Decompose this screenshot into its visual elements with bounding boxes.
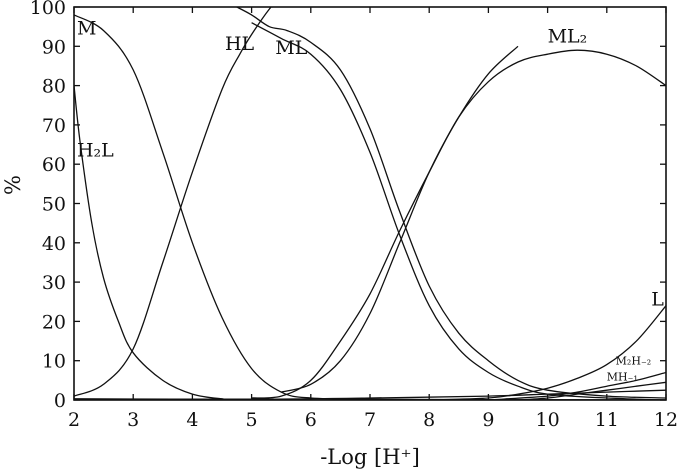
curve-label-ml: ML (275, 37, 308, 60)
y-axis-title: % (1, 175, 25, 195)
x-tick-label-8: 8 (423, 409, 436, 431)
curve-label-l: L (651, 288, 664, 311)
y-tick-label-100: 100 (29, 0, 66, 19)
curve-label-m2h2: M₂H₋₂ (615, 354, 652, 368)
curve-label-m: M (76, 17, 97, 40)
x-tick-label-10: 10 (535, 409, 560, 431)
series-ml-b-line (252, 23, 666, 400)
series-hl-line (74, 6, 272, 396)
axes (30, 0, 678, 431)
series-ml2-line (252, 50, 666, 398)
y-tick-label-0: 0 (53, 390, 66, 412)
x-tick-label-5: 5 (245, 409, 258, 431)
x-tick-label-3: 3 (127, 409, 140, 431)
y-tick-label-90: 90 (41, 36, 66, 59)
curve-label-h2l: H₂L (76, 139, 114, 162)
y-tick-label-60: 60 (41, 154, 66, 177)
data-curves (74, 6, 666, 400)
x-tick-label-6: 6 (304, 409, 317, 431)
series-hl-low-line (281, 46, 518, 392)
x-axis-title: -Log [H⁺] (320, 445, 420, 469)
x-tick-label-7: 7 (363, 409, 377, 431)
curve-label-ml2: ML₂ (547, 25, 588, 48)
x-tick-label-4: 4 (186, 409, 199, 431)
x-tick-label-9: 9 (482, 409, 495, 431)
y-tick-label-10: 10 (41, 350, 66, 373)
y-tick-label-30: 30 (41, 272, 66, 295)
y-tick-label-80: 80 (41, 75, 66, 98)
y-tick-label-70: 70 (41, 114, 66, 137)
y-tick-label-50: 50 (41, 193, 66, 216)
y-tick-label-40: 40 (41, 232, 66, 255)
x-tick-label-2: 2 (67, 409, 81, 431)
curve-label-hl: HL (224, 33, 255, 56)
curve-labels (77, 18, 664, 384)
x-tick-label-11: 11 (594, 409, 619, 431)
y-tick-label-20: 20 (41, 311, 66, 334)
plot-frame (74, 7, 666, 400)
curve-label-mh1: MH₋₁ (606, 370, 638, 384)
series-h2l-line (74, 86, 666, 400)
x-tick-label-12: 12 (653, 409, 679, 431)
series-l-line (429, 306, 666, 400)
series-m-line (74, 15, 666, 400)
